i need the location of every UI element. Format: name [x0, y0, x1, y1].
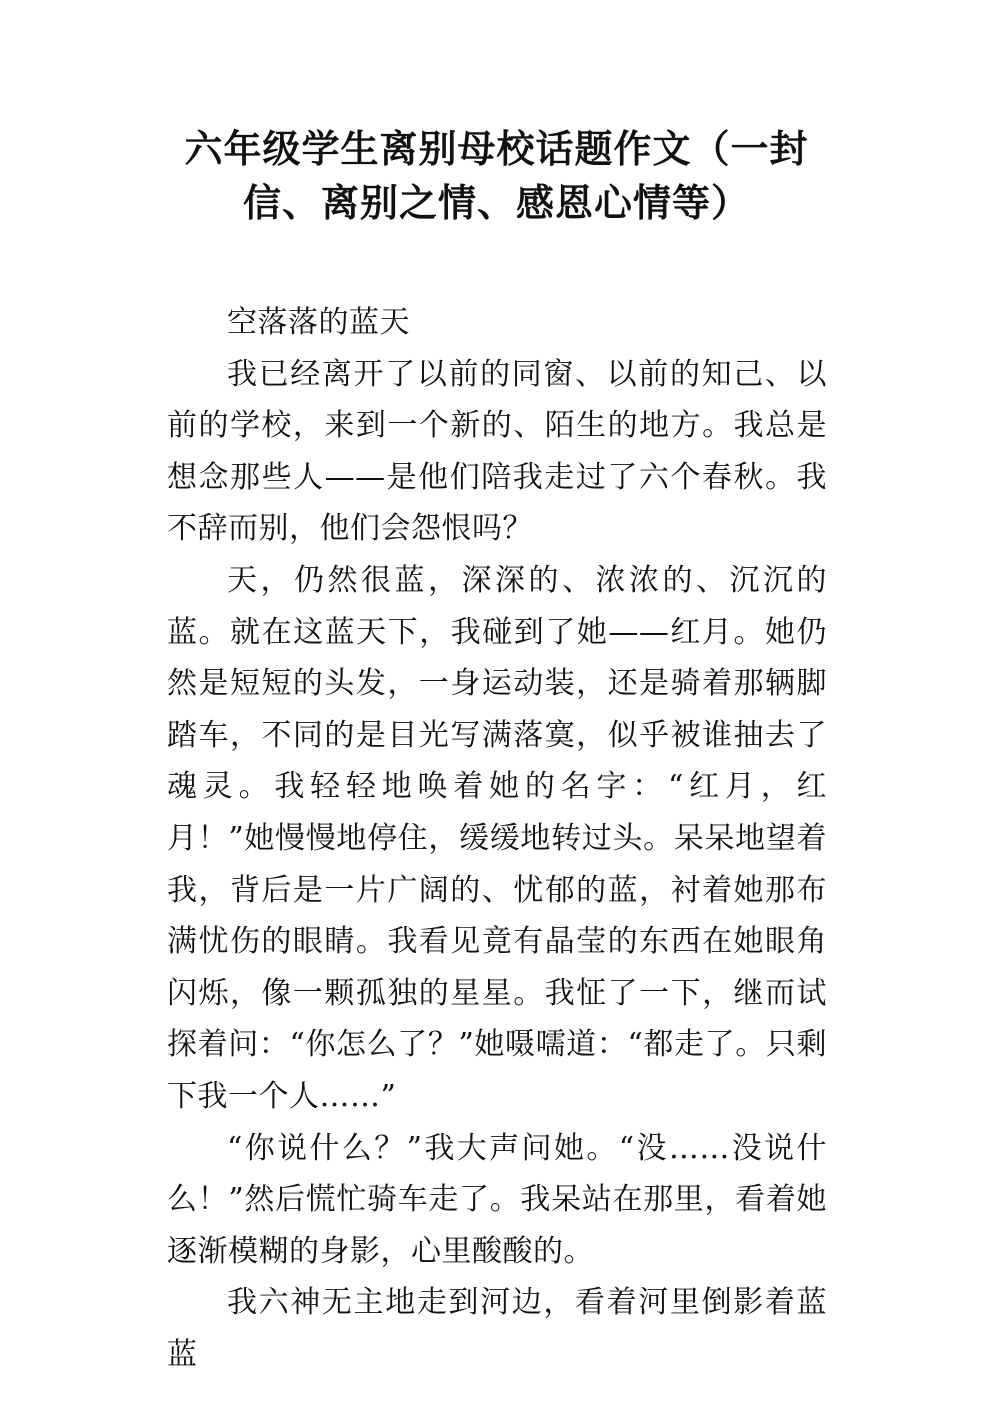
- paragraph: 我六神无主地走到河边，看着河里倒影着蓝蓝: [167, 1285, 827, 1372]
- document-title: [150, 122, 843, 230]
- title-line-1: 六年级学生离别母校话题作文（一封: [184, 127, 809, 171]
- essay-subtitle: 空落落的蓝天: [227, 305, 410, 340]
- title-line-2: 信、离别之情、感恩心情等）: [242, 181, 750, 225]
- essay-body: [167, 297, 827, 1380]
- paragraph: 天，仍然很蓝，深深的、浓浓的、沉沉的蓝。就在这蓝天下，我碰到了她——红月。她仍然是短短的头发，一身运动装，还是骑着那辆脚踏车，不同的是目光写满落寞，似乎被谁抽去了魂灵。我轻轻地唤着她的名字：“红月，红月！”她慢慢地停住，缓缓地转过头。呆呆地望着我，背后是一片广阔的、忧郁的蓝，衬着她那布满忧伤的眼睛。我看见竟有晶莹的东西在她眼角闪烁，像一颗孤独的星星。我怔了一下，继而试探着问：“你怎么了？”她嗫嚅道：“都走了。只剩下我一个人……”: [167, 562, 827, 1114]
- paragraph: “你说什么？”我大声问她。“没……没说什么！”然后慌忙骑车走了。我呆站在那里，看着她逐渐模糊的身影，心里酸酸的。: [167, 1130, 827, 1269]
- paragraph: 我已经离开了以前的同窗、以前的知己、以前的学校，来到一个新的、陌生的地方。我总是想念那些人——是他们陪我走过了六个春秋。我不辞而别，他们会怨恨吗？: [167, 356, 827, 547]
